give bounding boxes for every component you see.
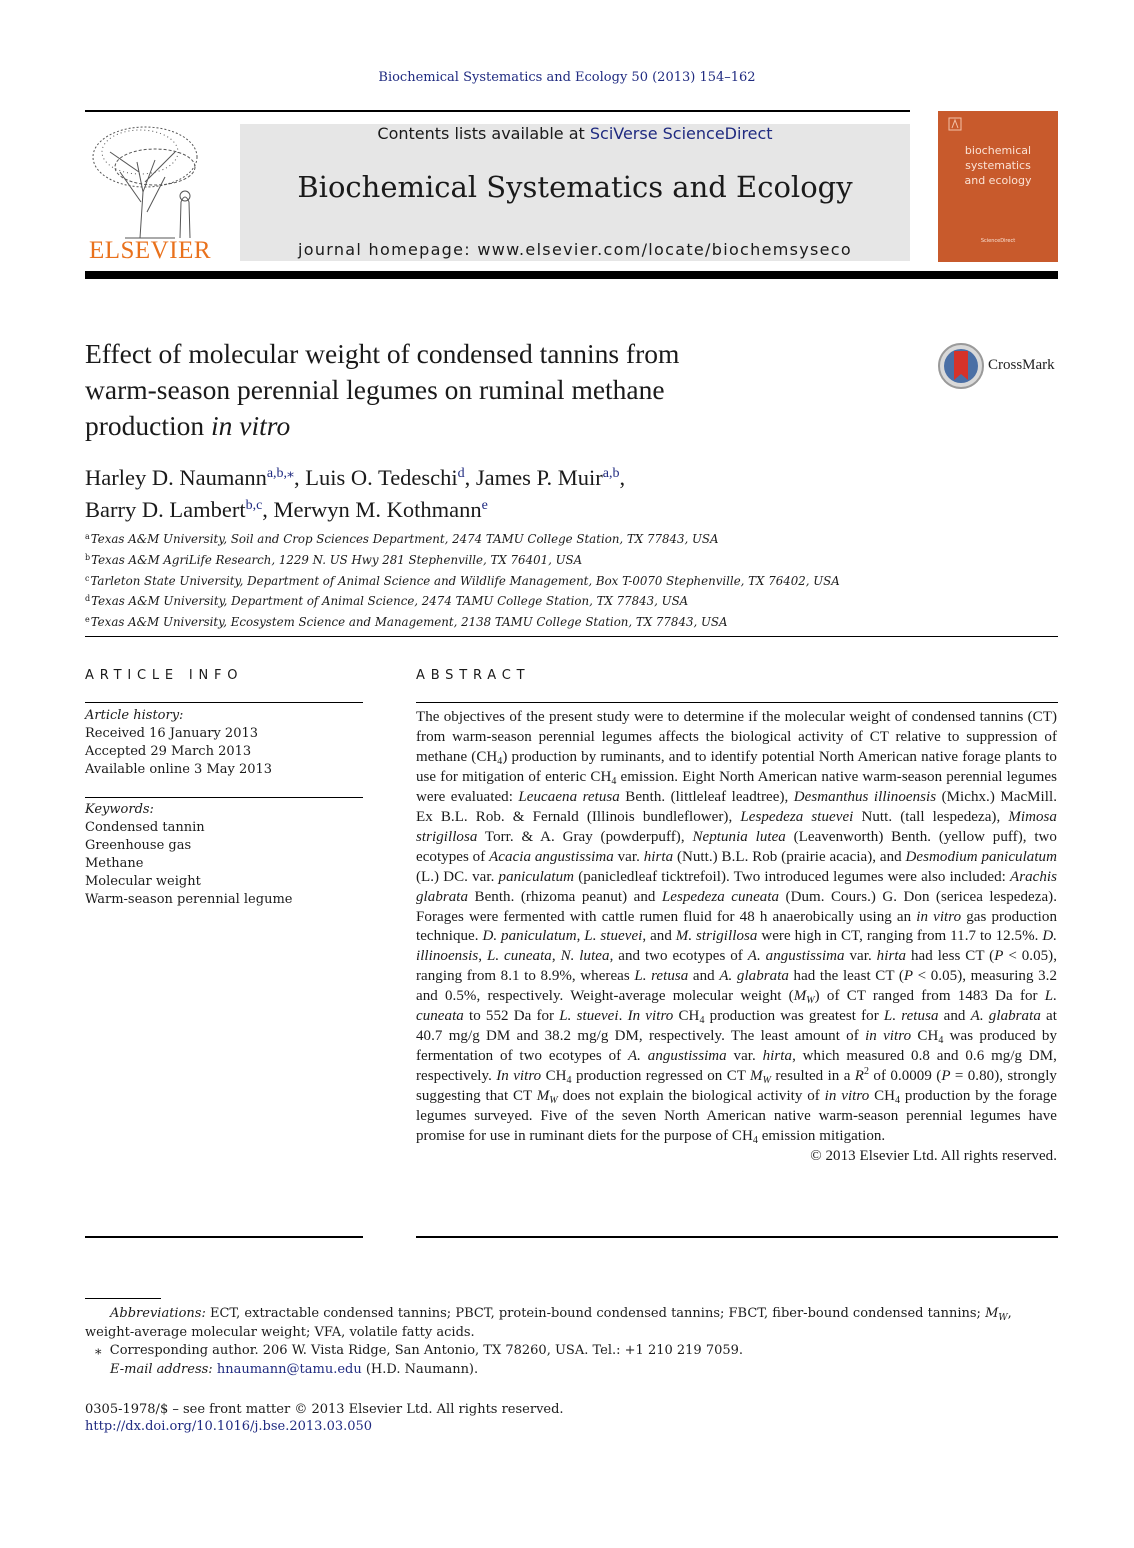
affiliation-text: Tarleton State University, Department of Animal Science and Wildlife Management, Box T-0070 Stephenville, TX 76402, USA <box>90 573 840 588</box>
header-thick-rule <box>85 271 1058 279</box>
affiliation-text: Texas A&M University, Ecosystem Science and Management, 2138 TAMU College Station, TX 77843, USA <box>90 615 728 630</box>
history-item: Accepted 29 March 2013 <box>85 744 252 759</box>
cover-emblem-icon <box>948 117 962 131</box>
author-name[interactable]: Merwyn M. Kothmann <box>273 497 482 522</box>
affiliation-item <box>85 570 1025 591</box>
history-label: Article history: <box>85 708 184 723</box>
keyword-item: Warm-season perennial legume <box>85 892 293 907</box>
journal-cover-thumbnail[interactable] <box>938 111 1058 262</box>
issn-line: 0305-1978/$ – see front matter © 2013 Elsevier Ltd. All rights reserved. <box>85 1402 564 1417</box>
keyword-item: Greenhouse gas <box>85 838 192 853</box>
cover-line: systematics <box>965 159 1031 172</box>
email-label: E-mail address: <box>110 1362 213 1377</box>
cover-line: biochemical <box>964 144 1032 157</box>
author-sep: , <box>294 465 306 490</box>
author-name[interactable]: Luis O. Tedeschi <box>305 465 458 490</box>
title-line <box>85 408 885 444</box>
journal-homepage[interactable]: journal homepage: www.elsevier.com/locate/biochemsyseco <box>298 240 852 259</box>
email-suffix: (H.D. Naumann). <box>361 1362 479 1377</box>
cover-line: and ecology <box>964 174 1032 187</box>
abstract-heading: ABSTRACT <box>416 668 531 683</box>
crossmark-label: CrossMark <box>988 357 1055 373</box>
journal-title: Biochemical Systematics and Ecology <box>297 170 853 204</box>
affiliation-item <box>85 590 1025 611</box>
affiliation-key: a <box>85 532 90 541</box>
article-info-bottom-rule <box>85 1236 363 1238</box>
title-line: Effect of molecular weight of condensed tannins from <box>85 338 680 369</box>
author-sep: , <box>262 497 274 522</box>
contents-line <box>240 124 910 143</box>
doi-link[interactable]: http://dx.doi.org/10.1016/j.bse.2013.03.050 <box>85 1419 373 1434</box>
authors-line-1 <box>85 460 985 492</box>
keyword-item: Condensed tannin <box>85 820 205 835</box>
keywords-block <box>85 801 363 909</box>
author-name[interactable]: Barry D. Lambert <box>85 497 246 522</box>
keyword-item: Molecular weight <box>85 874 201 889</box>
affiliation-text: Texas A&M University, Soil and Crop Sciences Department, 2474 TAMU College Station, TX 77843, USA <box>90 532 719 546</box>
affiliation-key: c <box>85 573 90 583</box>
email-link[interactable]: hnaumann@tamu.edu <box>216 1362 362 1377</box>
affiliation-item <box>85 528 1025 549</box>
author-affil-marks[interactable]: b,c <box>245 498 263 513</box>
author-affil-marks[interactable]: d <box>457 466 465 481</box>
elsevier-logo <box>85 122 215 265</box>
publisher-wordmark: ELSEVIER <box>88 237 212 264</box>
crossmark-badge[interactable] <box>937 342 1062 392</box>
cover-title <box>938 143 1058 188</box>
author-affil-marks[interactable]: a,b <box>602 466 620 481</box>
abbreviations-footnote: Abbreviations: ECT, extractable condensed tannins; PBCT, protein-bound condensed tannins; FBCT, fiber-bound condensed tannins; $M_W$, weight-average molecular weight; VFA, volatile fatty acids. <box>85 1306 1012 1340</box>
tree-logo-icon <box>85 122 215 240</box>
author-affil-marks[interactable]: a,b, <box>266 466 288 481</box>
abstract-copyright: © 2013 Elsevier Ltd. All rights reserved. <box>810 1147 1057 1164</box>
corresponding-footnote <box>95 1342 1058 1361</box>
affiliations-rule <box>85 636 1058 637</box>
email-footnote <box>110 1361 1058 1380</box>
footnote-rule <box>85 1298 161 1299</box>
title-line-text: production <box>85 410 212 441</box>
article-title <box>85 336 885 444</box>
affiliation-text: Texas A&M University, Department of Animal Science, 2474 TAMU College Station, TX 77843, USA <box>91 594 689 609</box>
author-list <box>85 460 985 524</box>
affiliation-key: b <box>85 552 91 562</box>
corresponding-mark: ⁎ <box>95 1343 102 1358</box>
history-item: Available online 3 May 2013 <box>85 762 273 777</box>
affiliation-key: d <box>85 594 91 604</box>
affiliation-item <box>85 549 1025 570</box>
keywords-rule <box>85 797 363 798</box>
author-name[interactable]: James P. Muir <box>475 465 603 490</box>
journal-reference[interactable]: Biochemical Systematics and Ecology 50 (2013) 154–162 <box>378 70 756 85</box>
abstract-body: The objectives of the present study were to determine if the molecular weight of condensed tannins (CT) from warm-season perennial legumes affects the biological activity of CT relative to suppression of methane $(CH_4)$ production by ruminants, and to identify potential North American native forage plants to use for mitigation of enteric $CH_4$ emission. Eight North American native warm-season perennial legumes were evaluated: Leucaena retusa Benth. (littleleaf leadtree), Desmanthus illinoensis (Michx.) MacMill. Ex B.L. Rob. & Fernald (Illinois bundleflower), Lespedeza stuevei Nutt. (tall lespedeza), Mimosa strigillosa Torr. & A. Gray (powderpuff), Neptunia lutea (Leavenworth) Benth. (yellow puff), two ecotypes of Acacia angustissima var. hirta (Nutt.) B.L. Rob (prairie acacia), and Desmodium paniculatum (L.) DC. var. paniculatum (panicledleaf ticktrefoil). Two introduced legumes were also included: Arachis glabrata Benth. (rhizoma peanut) and Lespedeza cuneata (Dum. Cours.) G. Don (sericea lespedeza). Forages were fermented with cattle rumen fluid for 48 h anaerobically using an in vitro gas production technique. D. paniculatum, L. stuevei, and M. strigillosa were high in CT, ranging from 11.7 to 12.5%. D. illinoensis, L. cuneata, N. lutea, and two ecotypes of A. angustissima var. hirta had less CT (P < 0.05), ranging from 8.1 to 8.9%, whereas L. retusa and A. glabrata had the least CT (P < 0.05), measuring 3.2 and 0.5%, respectively. Weight-average molecular weight $(M_W)$ of CT ranged from 1483 Da for L. cuneata to 552 Da for L. stuevei. In vitro $CH_4$ production was greatest for L. retusa and A. glabrata at 40.7 mg/g DM and 38.2 mg/g DM, respectively. The least amount of in vitro $CH_4$ was produced by fermentation of two ecotypes of A. angustissima var. hirta, which measured 0.8 and 0.6 mg/g DM, respectively. In vitro $CH_4$ production regressed on CT $M_W$ resulted in a $R^2$ of 0.0009 (P = 0.80), strongly suggesting that CT $M_W$ does not explain the biological activity of in vitro $CH_4$ production by the forage legumes surveyed. Five of the seven North American native warm-season perennial legumes have promise for use in ruminant diets for the purpose of $CH_4$ emission mitigation. © 2013 Elsevier Ltd. All rights reserved. <box>416 708 1057 1167</box>
article-info-heading: ARTICLE INFO <box>85 668 244 683</box>
header-rule <box>85 110 910 112</box>
crossmark-icon <box>937 342 985 390</box>
keywords-label: Keywords: <box>85 802 154 817</box>
authors-line-2 <box>85 492 985 524</box>
abbreviations-label: Abbreviations: <box>110 1306 206 1321</box>
corresponding-text: Corresponding author. 206 W. Vista Ridge, San Antonio, TX 78260, USA. Tel.: +1 210 219 7059. <box>109 1343 744 1358</box>
affiliation-item <box>85 611 1025 632</box>
author-affil-marks[interactable]: e <box>481 498 488 513</box>
article-history <box>85 707 363 779</box>
cover-footer: ScienceDirect <box>980 238 1016 244</box>
affiliations <box>85 528 1025 632</box>
abstract-rule <box>416 702 1058 703</box>
article-info-rule <box>85 702 363 703</box>
author-sep: , <box>464 465 476 490</box>
affiliation-key: e <box>85 615 90 625</box>
title-line: warm-season perennial legumes on ruminal methane <box>85 374 665 405</box>
history-item: Received 16 January 2013 <box>85 726 259 741</box>
abstract-bottom-rule <box>416 1236 1058 1238</box>
affiliation-text: Texas A&M AgriLife Research, 1229 N. US Hwy 281 Stephenville, TX 76401, USA <box>91 552 583 567</box>
title-italic: in vitro <box>211 410 291 441</box>
contents-prefix: Contents lists available at <box>377 124 590 143</box>
author-name[interactable]: Harley D. Naumann <box>85 465 267 490</box>
sciencedirect-link[interactable]: SciVerse ScienceDirect <box>589 124 773 143</box>
corresponding-star[interactable]: ⁎ <box>287 466 295 481</box>
author-sep: , <box>619 465 626 490</box>
keyword-item: Methane <box>85 856 144 871</box>
